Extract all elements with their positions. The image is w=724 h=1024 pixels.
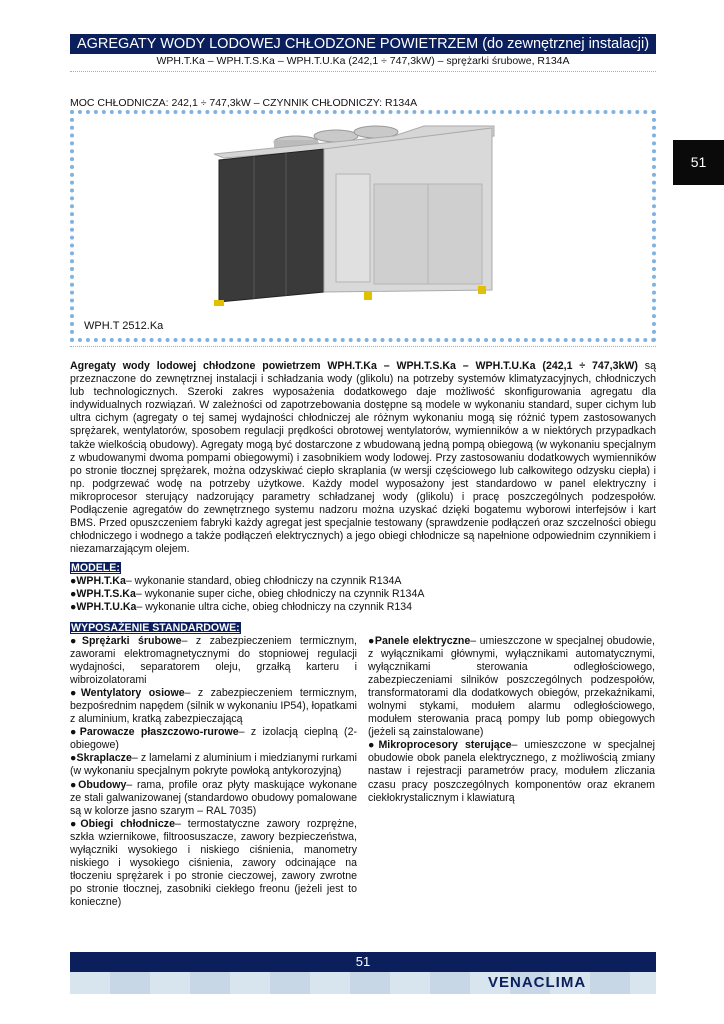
- equipment-item: ●Mikroprocesory sterujące– umieszczone w specjalnej obudowie obok panela elektrycznego, z możliwością zmiany nastaw i rejestracji parametrów pracy, modułem zliczania czasu pracy poszczególnych komponentów oraz ekranem ciekłokrystalicznym i klawiaturą: [368, 739, 655, 804]
- product-photo-frame: [70, 110, 656, 342]
- equipment-item: ●Wentylatory osiowe– z zabezpieczeniem termicznym, bezpośrednim napędem (silnik w wykonaniu IP54), łopatkami z aluminium, kratką zabezpieczającą: [70, 687, 357, 726]
- venaclima-logo: VENACLIMA: [488, 974, 587, 991]
- chiller-unit-image: [74, 114, 652, 338]
- equipment-right-column: [368, 635, 655, 805]
- model-item: ●WPH.T.Ka– wykonanie standard, obieg chłodniczy na czynnik R134A: [70, 575, 402, 587]
- equipment-left-column: [70, 635, 357, 909]
- footer-page-number: 51: [70, 952, 656, 972]
- models-heading: MODELE:: [71, 562, 120, 574]
- capacity-line: MOC CHŁODNICZA: 242,1 ÷ 747,3kW – CZYNNIK CHŁODNICZY: R134A: [70, 97, 418, 109]
- description-paragraph: [70, 360, 656, 556]
- equipment-item: ●Obiegi chłodnicze– termostatyczne zawory rozprężne, szkła wziernikowe, filtroosuszacze, zawory bezpieczeństwa, wyłączniki wysokiego i niskiego ciśnienia, manometry niskiego i wysokiego ciśnienia, zawory odcinające na tłoczeniu sprężarek i po stronie cieczowej, zawory zwrotne po stronie tłocznej, zasobniki ciekłego freonu (jeżeli jest to konieczne): [70, 817, 357, 908]
- model-item: ●WPH.T.U.Ka– wykonanie ultra ciche, obieg chłodniczy na czynnik R134: [70, 601, 413, 613]
- equipment-item: ●Panele elektryczne– umieszczone w specjalnej obudowie, z wyłącznikami głównymi, wyłącznikami automatycznymi, wyłącznikami sterowania odległościowego, zabezpieczeniami silników poszczególnych podzespołów, transformatorami dla dodatkowych obiegów, przekaźnikami, wolnymi stykami, modułem alarmu odległościowego, modułem sterowania pracą pompy lub pomp obiegowych (jeżeli są zainstalowane): [368, 635, 655, 739]
- divider: [70, 71, 656, 72]
- description-text: są przeznaczone do zewnętrznej instalacji i schładzania wody (glikolu) na potrzeby systemów klimatyzacyjnych, chłodniczych lub technologicznych. Szeroki zakres wyposażenia dodatkowego daje możliwość skonfigurowania agregatu dla indywidualnych rozwiązań. W zależności od zapotrzebowania dostępne są modele w wykonaniu standard, super cichym lub ultra cichym (agregaty o tej samej wydajności chłodniczej ale różnym wykonaniu mogą się różnić typem zastosowanych sprężarek, wentylatorów, sposobem regulacji prędkości obrotowej wentylatorów, wymienników a w niektórych przypadkach także wielkością obudowy). Agregaty mogą być dostarczone z wbudowaną jedną pompą obiegową (w wykonaniu specjalnym z wbudowanymi dwoma pompami obiegowymi) i zasobnikiem wody lodowej. Przy zastosowaniu dodatkowych wymienników po stronie tłocznej sprężarek, można odzyskiwać ciepło skraplania (w wersji częściowego lub całkowitego odzysku ciepła) i np. podgrzewać wodę na potrzeby użytkowe. Każdy model wyposażony jest standardowo w panel elektryczny i mikroprocesor sterujący nadzorujący parametry schładzanej wody (glikolu) i pracę poszczególnych podzespołów. Podłączenie agregatów do zewnętrznego systemu nadzoru można uzyskać dzięki bogatemu wyborowi interfejsów i kart BMS. Przed opuszczeniem fabryki każdy agregat jest specjalnie testowany (sprawdzenie podłączeń oraz szczelności obiegu chłodniczego i wodnego a także podłączeń elektrycznych) a jego obiegi chłodnicze są napełnione odpowiednim czynnikiem i niezamarzającym olejem.: [70, 360, 656, 556]
- page-subtitle: WPH.T.Ka – WPH.T.S.Ka – WPH.T.U.Ka (242,1 ÷ 747,3kW) – sprężarki śrubowe, R134A: [156, 55, 570, 67]
- equipment-item: ●Parowacze płaszczowo-rurowe– z izolacją cieplną (2-obiegowe): [70, 726, 357, 752]
- model-item: ●WPH.T.S.Ka– wykonanie super ciche, obieg chłodniczy na czynnik R134A: [70, 588, 425, 600]
- divider: [70, 346, 656, 347]
- equipment-heading: WYPOSAŻENIE STANDARDOWE:: [71, 622, 240, 634]
- page-title: AGREGATY WODY LODOWEJ CHŁODZONE POWIETRZEM (do zewnętrznej instalacji): [70, 34, 656, 54]
- equipment-item: ●Obudowy– rama, profile oraz płyty maskujące wykonane ze stali galwanizowanej (standardowo obudowy pomalowane są w kolorze jasno szarym – RAL 7035): [70, 778, 357, 817]
- page-number-tab: 51: [673, 140, 724, 185]
- photo-caption: WPH.T 2512.Ka: [84, 320, 164, 332]
- equipment-item: ●Sprężarki śrubowe– z zabezpieczeniem termicznym, zaworami elektromagnetycznymi do stopniowej regulacji wydajności, separatorem oleju, grzałką karteru i wibroizolatorami: [70, 635, 357, 687]
- description-lead: Agregaty wody lodowej chłodzone powietrzem WPH.T.Ka – WPH.T.S.Ka – WPH.T.U.Ka (242,1 ÷ 747,3kW): [70, 360, 638, 372]
- equipment-item: ●Skraplacze– z lamelami z aluminium i miedzianymi rurkami (w wykonaniu specjalnym pokryte powłoką antykorozyjną): [70, 752, 357, 778]
